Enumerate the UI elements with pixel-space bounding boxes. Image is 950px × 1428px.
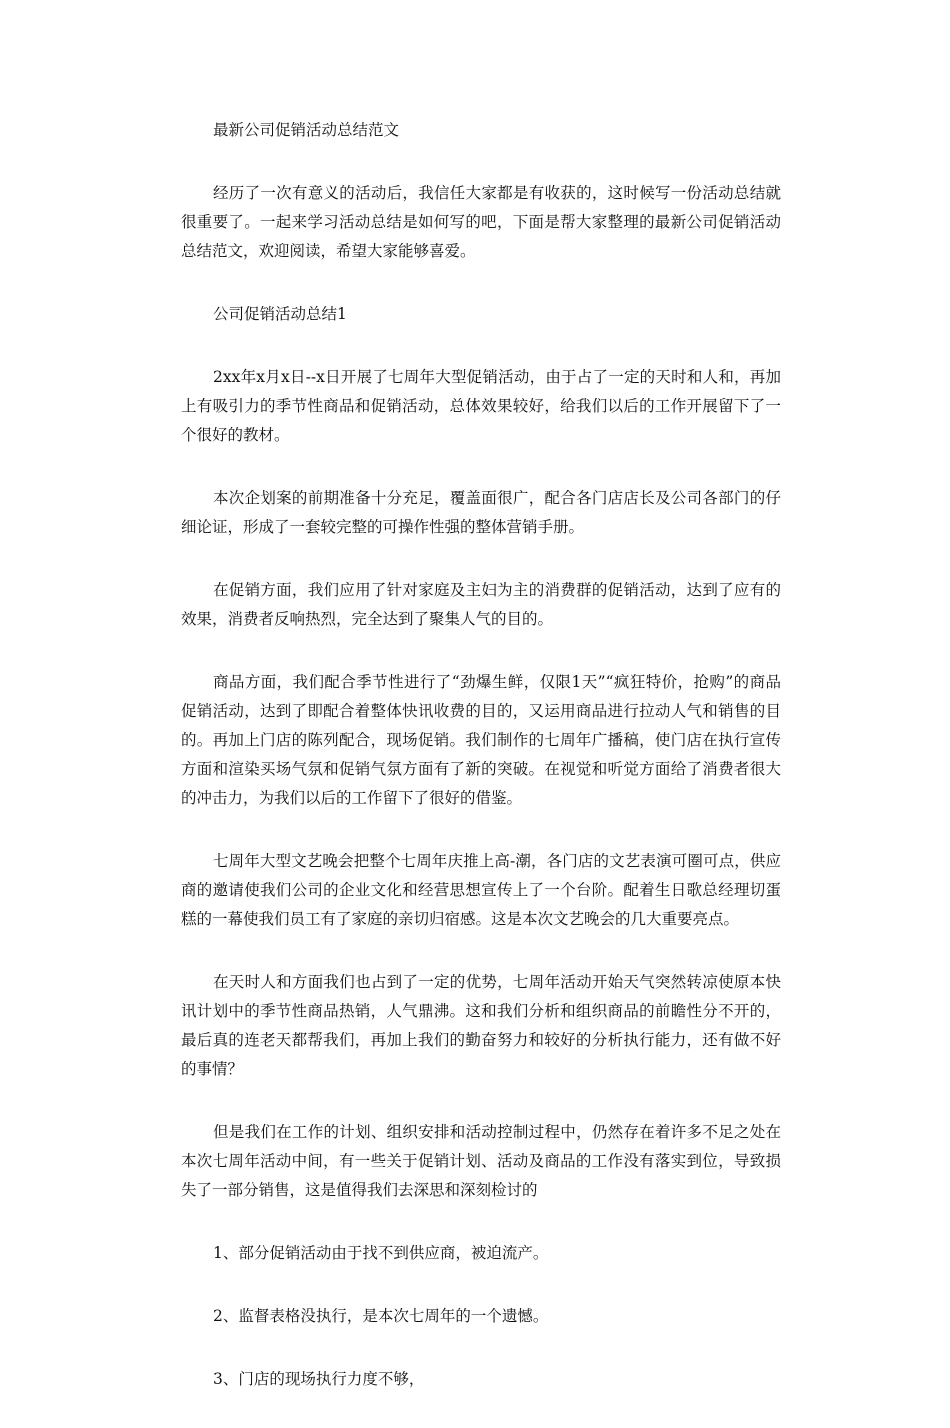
- body-paragraph: 在天时人和方面我们也占到了一定的优势，七周年活动开始天气突然转凉使原本快讯计划中的季节性商品热销，人气鼎沸。这和我们分析和组织商品的前瞻性分不开的，最后真的连老天都帮我们，再加上我们的勤奋努力和较好的分析执行能力，还有做不好的事情？: [181, 973, 781, 1078]
- document-title: 最新公司促销活动总结范文: [213, 121, 400, 139]
- body-paragraph: 商品方面，我们配合季节性进行了“劲爆生鲜，仅限1天”“疯狂特价，抢购”的商品促销活动，达到了即配合着整体快讯收费的目的，又运用商品进行拉动人气和销售的目的。再加上门店的陈列配合，现场促销。我们制作的七周年广播稿，使门店在执行宣传方面和渲染买场气氛和促销气氛方面有了新的突破。在视觉和听觉方面给了消费者很大的冲击力，为我们以后的工作留下了很好的借鉴。: [181, 673, 781, 807]
- document-page: [181, 116, 781, 1428]
- list-item: 2、监督表格没执行，是本次七周年的一个遗憾。: [213, 1307, 549, 1325]
- body-paragraph: 七周年大型文艺晚会把整个七周年庆推上高-潮，各门店的文艺表演可圈可点，供应商的邀请使我们公司的企业文化和经营思想宣传上了一个台阶。配着生日歌总经理切蛋糕的一幕使我们员工有了家庭的亲切归宿感。这是本次文艺晚会的几大重要亮点。: [181, 852, 781, 928]
- body-paragraph: 2xx年x月x日--x日开展了七周年大型促销活动，由于占了一定的天时和人和，再加上有吸引力的季节性商品和促销活动，总体效果较好，给我们以后的工作开展留下了一个很好的教材。: [181, 368, 781, 444]
- list-item: 3、门店的现场执行力度不够，: [213, 1370, 425, 1388]
- body-paragraph: 本次企划案的前期准备十分充足，覆盖面很广，配合各门店店长及公司各部门的仔细论证，形成了一套较完整的可操作性强的整体营销手册。: [181, 489, 781, 536]
- section-title: 公司促销活动总结1: [213, 305, 347, 323]
- list-item: 1、部分促销活动由于找不到供应商，被迫流产。: [213, 1244, 549, 1262]
- body-paragraph: 但是我们在工作的计划、组织安排和活动控制过程中，仍然存在着许多不足之处在本次七周年活动中间，有一些关于促销计划、活动及商品的工作没有落实到位，导致损失了一部分销售，这是值得我们去深思和深刻检讨的: [181, 1123, 781, 1199]
- body-paragraph: 在促销方面，我们应用了针对家庭及主妇为主的消费群的促销活动，达到了应有的效果，消费者反响热烈，完全达到了聚集人气的目的。: [181, 581, 781, 628]
- intro-paragraph: 经历了一次有意义的活动后，我信任大家都是有收获的，这时候写一份活动总结就很重要了。一起来学习活动总结是如何写的吧，下面是帮大家整理的最新公司促销活动总结范文，欢迎阅读，希望大家能够喜爱。: [181, 184, 781, 260]
